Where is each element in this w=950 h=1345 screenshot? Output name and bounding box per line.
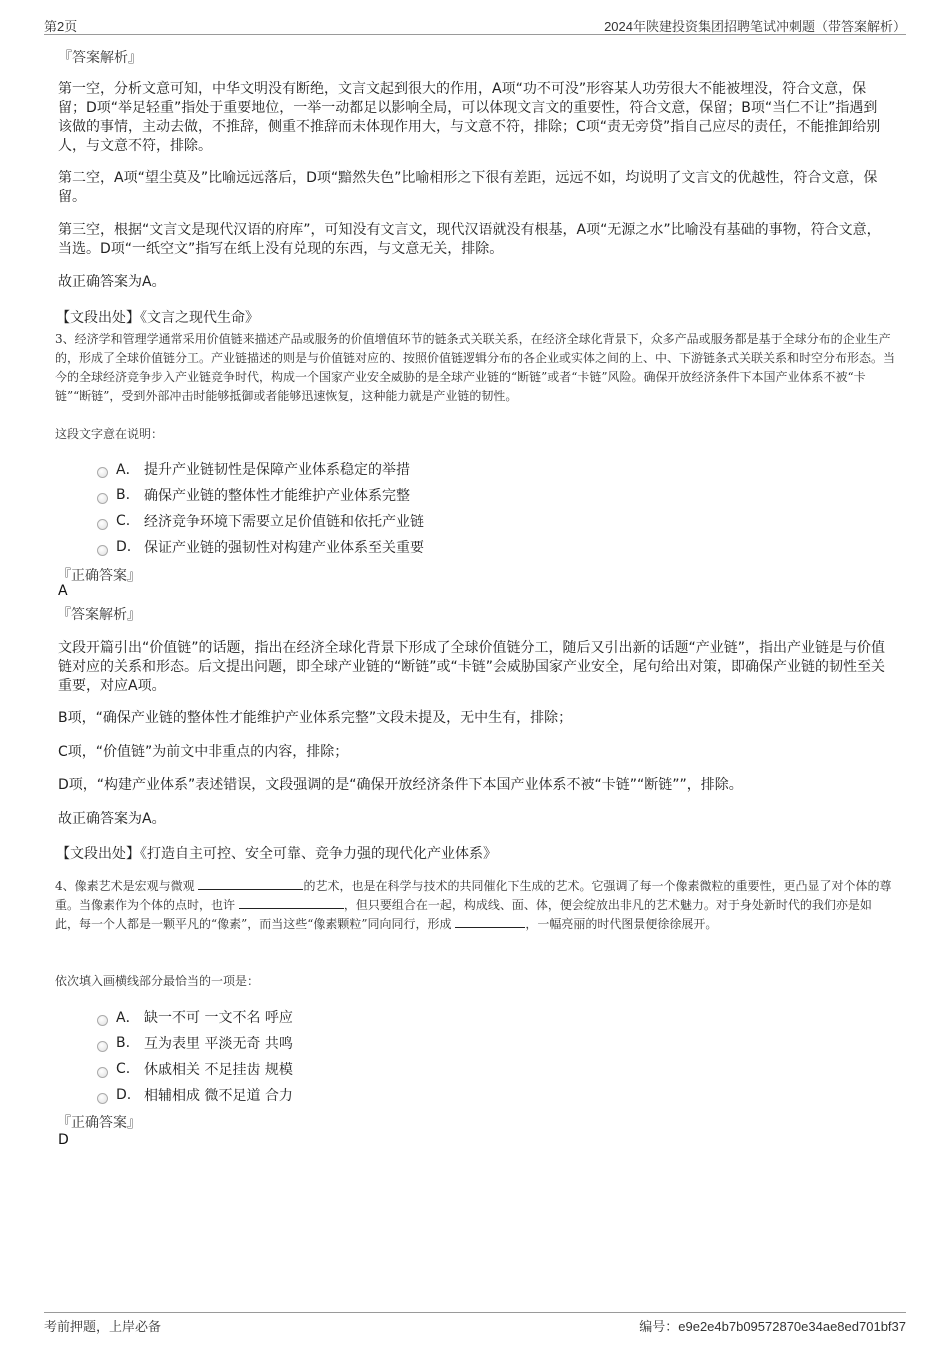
radio-button[interactable]	[97, 1015, 108, 1026]
document-title: 2024年陕建投资集团招聘笔试冲刺题（带答案解析）	[604, 19, 906, 34]
analysis-paragraph: 第二空，A项“望尘莫及”比喻远远落后，D项“黯然失色”比喻相形之下很有差距，远远不如，均说明了文言文的优越性，符合文意，保留。	[58, 170, 878, 205]
radio-button[interactable]	[97, 493, 108, 504]
option-b[interactable]	[97, 484, 410, 506]
analysis-paragraph: D项，“构建产业体系”表述错误，文段强调的是“确保开放经济条件下本国产业体系不被“卡链”“断链””，排除。	[58, 777, 743, 793]
option-key: B.	[116, 1035, 131, 1051]
option-d[interactable]	[97, 1084, 293, 1106]
option-text: 经济竞争环境下需要立足价值链和依托产业链	[144, 514, 424, 530]
stem-text: 的艺术，也是在科学与技术的共同催化下生成的艺术。它强调了每一个像素微粒的重要性，更凸显了对个体的尊重。当像素作为个体的点时，也许	[55, 879, 892, 912]
option-key: C.	[116, 1061, 131, 1077]
footer-slogan: 考前押题，上岸必备	[44, 1319, 162, 1334]
option-text: 提升产业链韧性是保障产业体系稳定的举措	[144, 462, 410, 478]
option-text: 确保产业链的整体性才能维护产业体系完整	[144, 488, 410, 504]
radio-button[interactable]	[97, 1041, 108, 1052]
question-stem: 3、经济学和管理学通常采用价值链来描述产品或服务的价值增值环节的链条式关联关系，在经济全球化背景下，众多产品或服务都是基于全球分布的企业生产的，形成了全球价值链分工。产业链描述的则是与价值链对应的、按照价值链逻辑分布的各企业或实体之间的上、中、下游链条式关联关系和时空分布形态。当今的全球经济竞争步入产业链竞争时代，构成一个国家产业安全威胁的是全球产业链的“断链”或者“卡链”风险。确保开放经济条件下本国产业体系不被“卡链”“断链”，受到外部冲击时能够抵御或者能够迅速恢复，这种能力就是产业链的韧性。	[55, 332, 896, 403]
analysis-paragraph: 第一空，分析文意可知，中华文明没有断绝，文言文起到很大的作用，A项“功不可没”形容某人功劳很大不能被埋没，符合文意，保留；D项“举足轻重”指处于重要地位，一举一动都足以影响全局，可以体现文言文的重要性，符合文意，保留；B项“当仁不让”指遇到该做的事情，主动去做，不推辞，侧重不推辞而未体现作用大，与文意不符，排除；C项“责无旁贷”指自己应尽的责任，不能推卸给别人，与文意不符，排除。	[58, 81, 881, 154]
analysis-paragraph: B项，“确保产业链的整体性才能维护产业体系完整”文段未提及，无中生有，排除；	[58, 710, 573, 726]
correct-answer-label: 『正确答案』	[57, 1115, 141, 1131]
fill-blank-3	[455, 915, 525, 928]
question-prompt: 这段文字意在说明：	[55, 427, 164, 441]
radio-button[interactable]	[97, 545, 108, 556]
page-number: 第2页	[44, 19, 78, 34]
question-prompt: 依次填入画横线部分最恰当的一项是：	[55, 974, 260, 988]
serial-value: e9e2e4b7b09572870e34ae8ed701bf37	[678, 1319, 906, 1334]
stem-text: ，但只要组合在一起，构成线、面、体，便会绽放出非凡的艺术魅力。对于身处新时代的我们亦是如此，每一个人都是一颗平凡的“像素”，而当这些“像素颗粒”同向同行，形成	[55, 898, 872, 931]
option-b[interactable]	[97, 1032, 293, 1054]
option-key: D.	[116, 1087, 132, 1103]
conclusion-text: 故正确答案为A。	[58, 811, 166, 827]
fill-blank-2	[239, 896, 344, 909]
option-key: C.	[116, 513, 131, 529]
option-key: A．	[116, 1010, 140, 1026]
conclusion-text: 故正确答案为A。	[58, 274, 166, 290]
radio-button[interactable]	[97, 467, 108, 478]
stem-text: 4、像素艺术是宏观与微观	[55, 879, 199, 893]
answer-analysis-label: 『答案解析』	[57, 607, 141, 623]
option-a[interactable]	[97, 458, 410, 480]
option-c[interactable]	[97, 510, 424, 532]
fill-blank-1	[198, 877, 303, 890]
option-d[interactable]	[97, 536, 424, 558]
correct-answer-label: 『正确答案』	[57, 568, 141, 584]
option-text: 保证产业链的强韧性对构建产业体系至关重要	[144, 540, 424, 556]
analysis-paragraph: C项，“价值链”为前文中非重点的内容，排除；	[58, 744, 349, 760]
analysis-paragraph: 第三空，根据“文言文是现代汉语的府库”，可知没有文言文，现代汉语就没有根基，A项“无源之水”比喻没有基础的事物，符合文意，当选。D项“一纸空文”指写在纸上没有兑现的东西，与文意无关，排除。	[58, 222, 881, 257]
option-c[interactable]	[97, 1058, 293, 1080]
radio-button[interactable]	[97, 519, 108, 530]
option-key: B.	[116, 487, 131, 503]
analysis-paragraph: 文段开篇引出“价值链”的话题，指出在经济全球化背景下形成了全球价值链分工，随后又引出新的话题“产业链”，指出产业链是与价值链对应的关系和形态。后文提出问题，即全球产业链的“断链”或“卡链”会威胁国家产业安全，尾句给出对策，即确保产业链的韧性至关重要，对应A项。	[58, 640, 886, 694]
answer-analysis-label: 『答案解析』	[58, 50, 142, 66]
page-header	[44, 14, 906, 35]
serial-label: 编号：	[639, 1319, 679, 1334]
passage-source: 【文段出处】《打造自主可控、安全可靠、竞争力强的现代化产业体系》	[56, 846, 497, 862]
correct-answer-value: A	[58, 583, 68, 599]
radio-button[interactable]	[97, 1093, 108, 1104]
passage-source: 【文段出处】《文言之现代生命》	[56, 310, 259, 326]
page-footer	[44, 1312, 906, 1335]
correct-answer-value: D	[58, 1132, 69, 1148]
radio-button[interactable]	[97, 1067, 108, 1078]
stem-text: ，一幅亮丽的时代图景便徐徐展开。	[525, 917, 718, 931]
option-text: 相辅相成 微不足道 合力	[144, 1088, 293, 1104]
question-stem	[55, 877, 895, 934]
serial-number	[639, 1316, 906, 1335]
option-text: 互为表里 平淡无奇 共鸣	[144, 1036, 293, 1052]
option-text: 休戚相关 不足挂齿 规模	[144, 1062, 293, 1078]
option-key: A．	[116, 462, 140, 478]
option-text: 缺一不可 一文不名 呼应	[144, 1010, 293, 1026]
option-key: D.	[116, 539, 132, 555]
option-a[interactable]	[97, 1006, 293, 1028]
